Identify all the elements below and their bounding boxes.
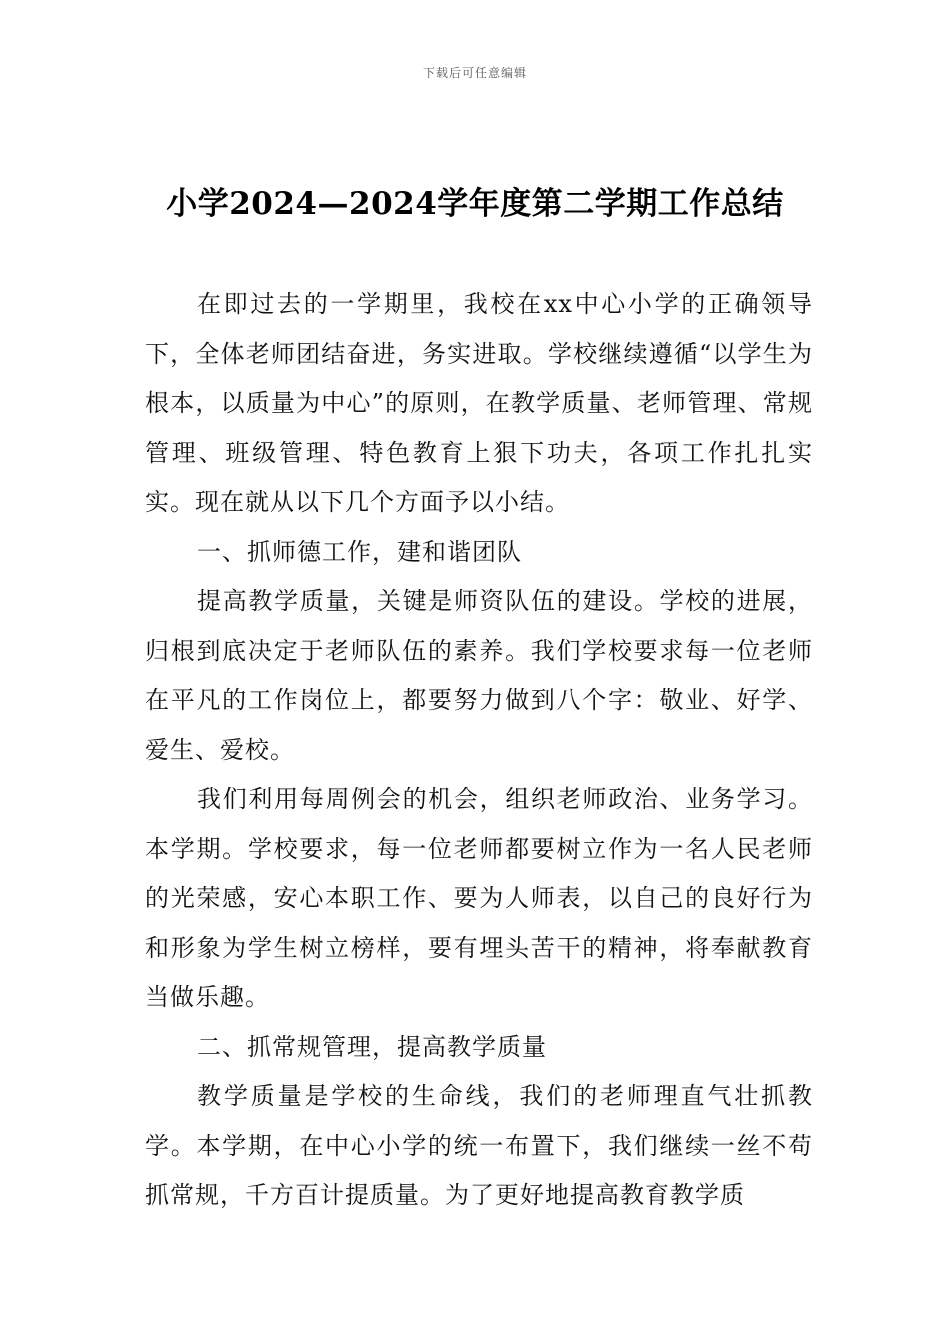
header-note: 下载后可任意编辑 (422, 66, 527, 80)
section-1-paragraph-1: 提高教学质量，关键是师资队伍的建设。学校的进展，归根到底决定于老师队伍的素养。我们学校要求每一位老师在平凡的工作岗位上，都要努力做到八个字：敬业、好学、爱生、爱校。 (145, 587, 813, 764)
section-heading-2: 二、抓常规管理，提高教学质量 (197, 1032, 547, 1061)
document-body (145, 280, 813, 1221)
section-2-paragraph-1: 教学质量是学校的生命线，我们的老师理直气壮抓教学。本学期，在中心小学的统一布置下，我们继续一丝不苟抓常规，千方百计提质量。为了更好地提高教育教学质 (145, 1082, 813, 1209)
section-1-paragraph-2: 我们利用每周例会的机会，组织老师政治、业务学习。本学期。学校要求，每一位老师都要树立作为一名人民老师的光荣感，安心本职工作、要为人师表，以自己的良好行为和形象为学生树立榜样，要有埋头苦干的精神，将奉献教育当做乐趣。 (145, 785, 813, 1011)
intro-paragraph: 在即过去的一学期里，我校在xx中心小学的正确领导下，全体老师团结奋进，务实进取。学校继续遵循“以学生为根本，以质量为中心”的原则，在教学质量、老师管理、常规管理、班级管理、特色教育上狠下功夫，各项工作扎扎实实。现在就从以下几个方面予以小结。 (145, 290, 813, 516)
document-title: 小学2024—2024学年度第二学期工作总结 (166, 186, 784, 222)
section-heading-1: 一、抓师德工作，建和谐团队 (197, 537, 522, 566)
